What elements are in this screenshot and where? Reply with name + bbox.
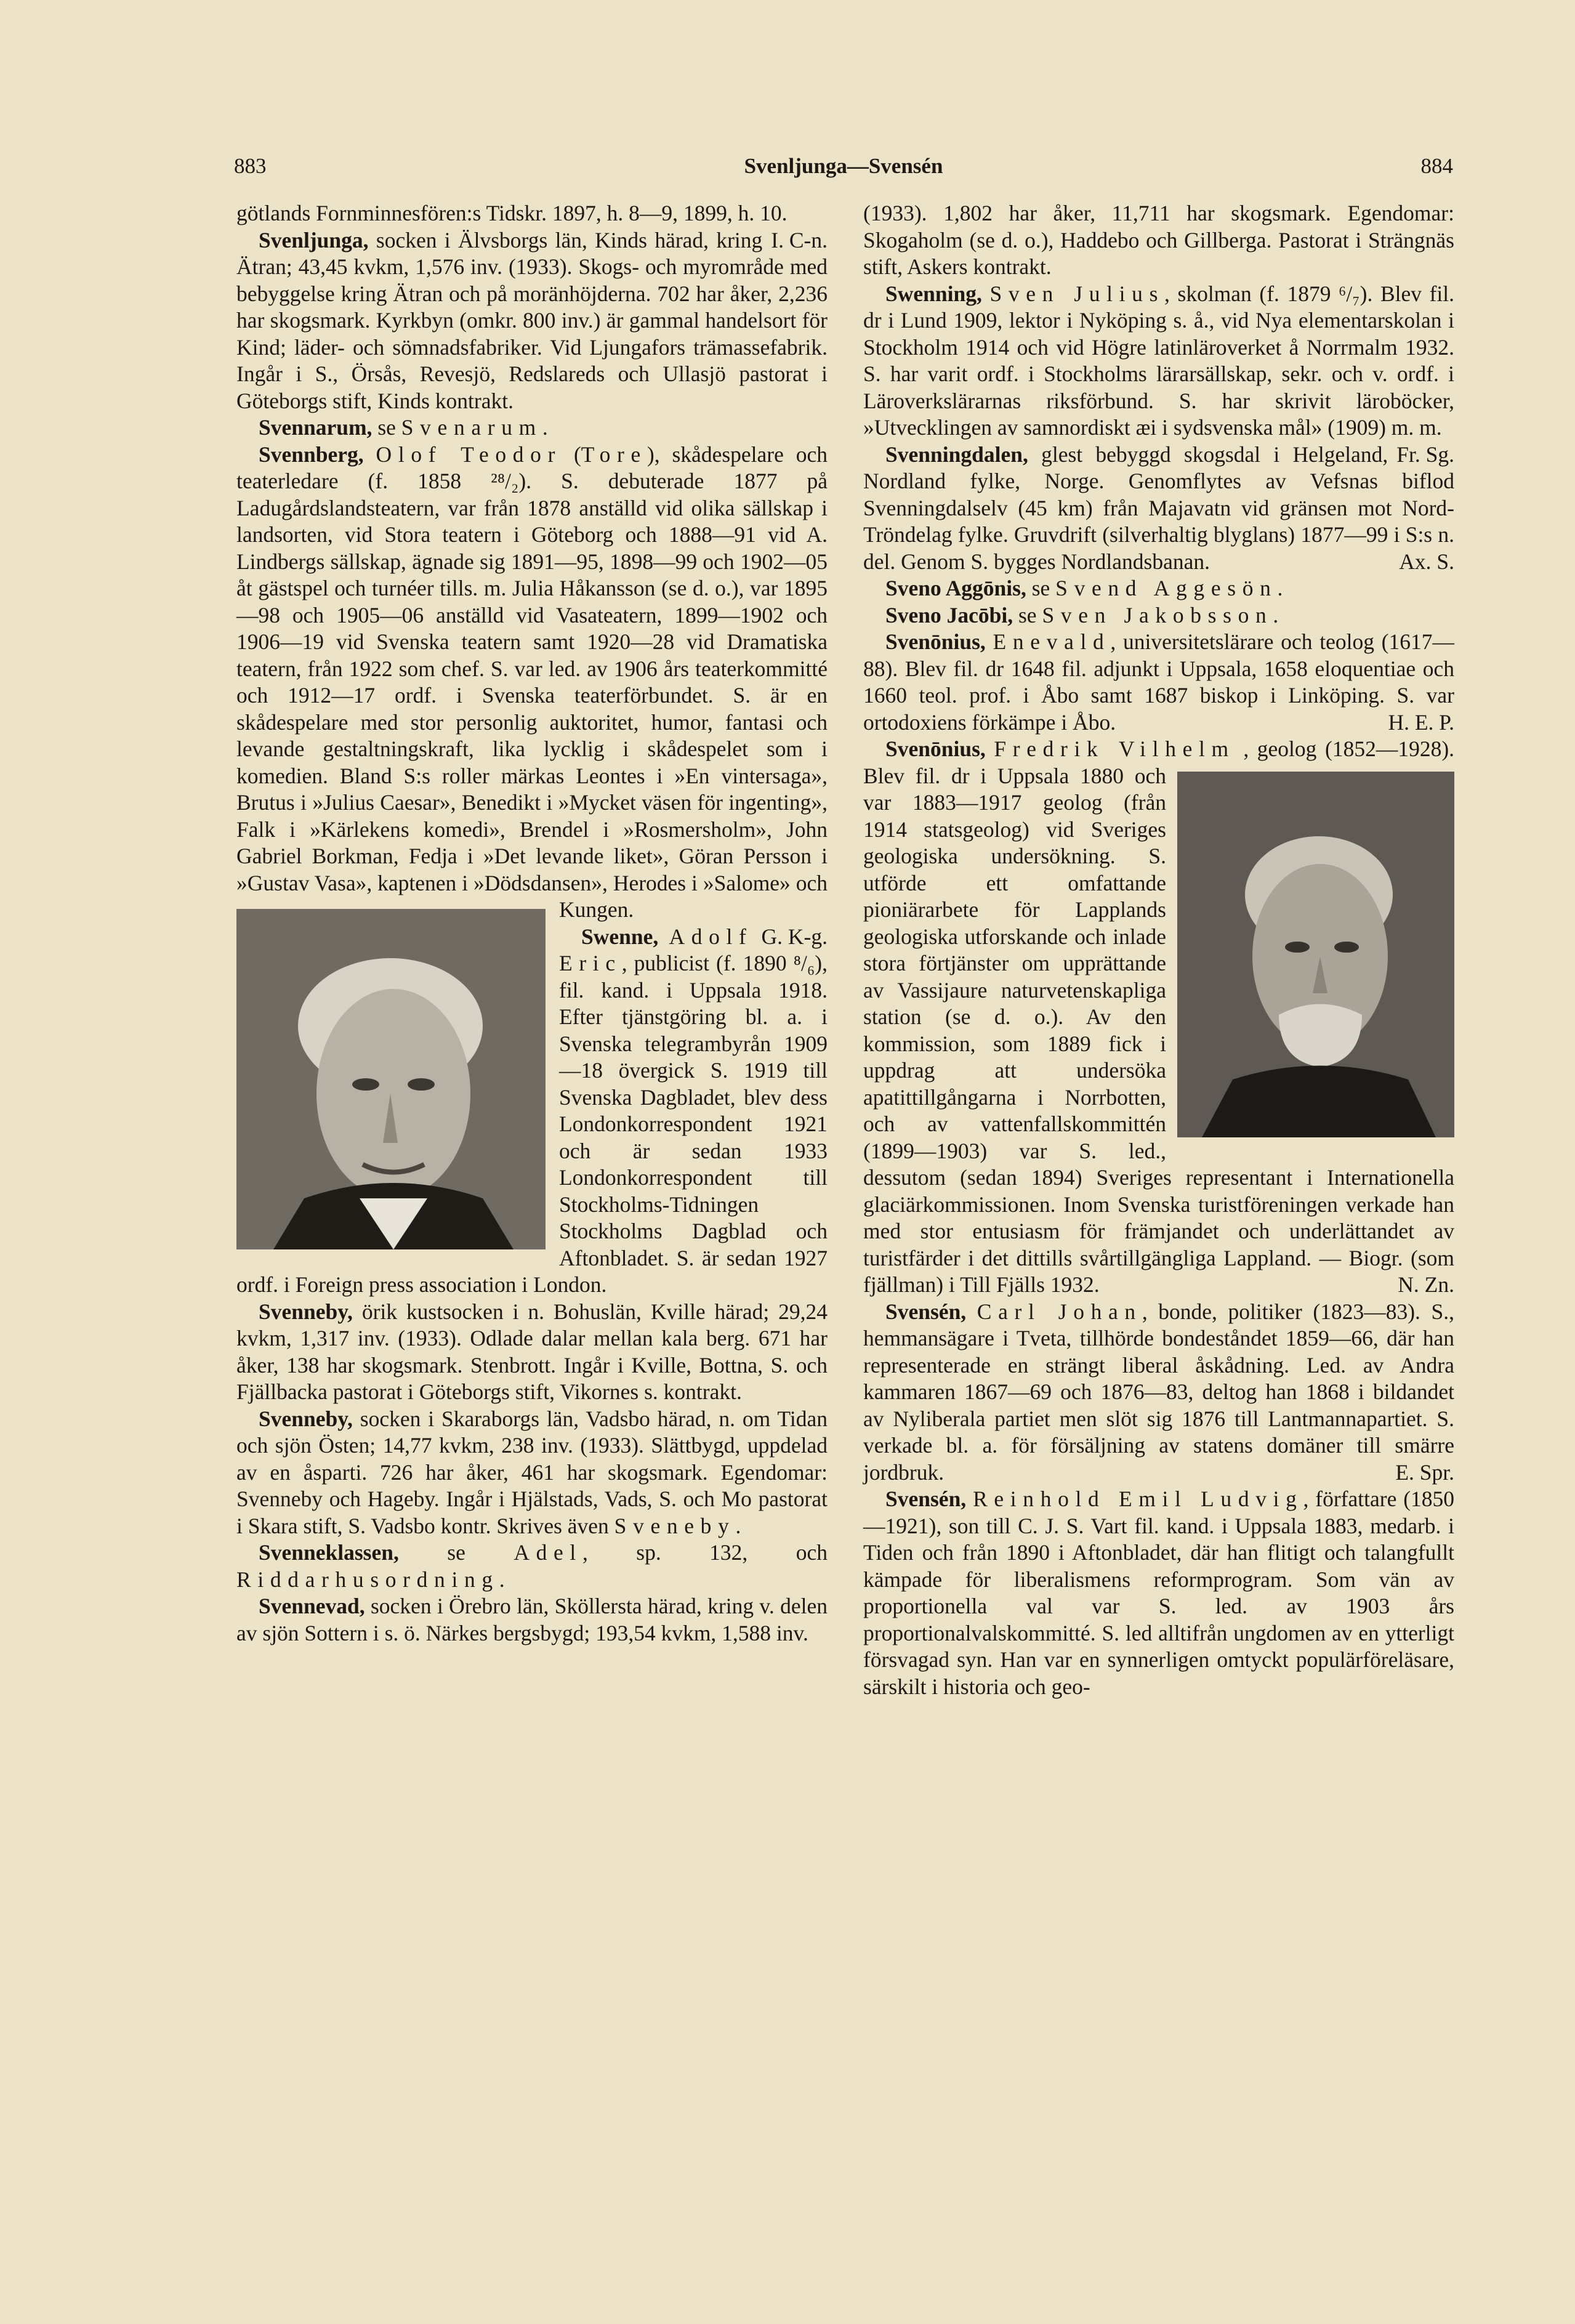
- entry-headword: Svensén,: [885, 1299, 967, 1324]
- entry-headword: Svenōnius,: [885, 629, 986, 654]
- author-signature: E. Spr.: [1395, 1459, 1454, 1485]
- entry-svenonius-enevald: Svenōnius, Enevald, universitetslärare och teolog (1617—88). Blev fil. dr 1648 fil. adjunkt i Uppsala, 1658 eloquentiae och 1660 teol. prof. i Åbo samt 1687 biskop i Linköping. S. var ortodoxiens förkämpe i Åbo. H. E. P.: [863, 629, 1454, 736]
- portrait-photo-svenonius: [1177, 772, 1454, 1137]
- entry-headword: Svenneklassen,: [259, 1540, 399, 1565]
- entry-continuation: götlands Fornminnesfören:s Tidskr. 1897, h. 8—9, 1899, h. 10. I. C-n.: [236, 200, 828, 227]
- entry-headword: Svenningdalen,: [885, 442, 1028, 467]
- author-signature: Ax. S.: [1399, 549, 1454, 574]
- author-signature: Fr. Sg.: [1396, 442, 1454, 467]
- running-title: Svenljunga—Svensén: [744, 154, 943, 178]
- person-name: Enevald: [993, 629, 1111, 654]
- entry-headword: Swenne,: [581, 924, 659, 949]
- page-header: [234, 154, 1453, 185]
- person-name: Carl Johan: [977, 1299, 1142, 1324]
- entry-svensen-carl-johan: Svensén, Carl Johan, bonde, politiker (1823—83). S., hemmansägare i Tveta, tillhörde bondeståndet 1859—66, där han representerade en strängt liberal åskådning. Led. av Andra kammaren 1867—69 och 1876—83, deltog han 1868 i bildandet av Nyliberala partiet men slöt sig 1876 till Lantmannapartiet. S. verkade bl. a. för försäljning av statens domäner till smärre jordbruk. E. Spr.: [863, 1299, 1454, 1487]
- entry-headword: Svennarum,: [259, 415, 373, 440]
- right-column: [863, 200, 1454, 1700]
- person-name: Fredrik Vilhelm: [994, 736, 1235, 761]
- cross-reference: Svend Aggesön: [1055, 576, 1278, 600]
- entry-headword: Svenljunga,: [259, 227, 369, 252]
- portrait-photo-svennberg: [236, 909, 546, 1249]
- entry-headword: Svenneby,: [259, 1406, 353, 1431]
- portrait-illustration: [236, 909, 546, 1249]
- entry-sveno-aggonis: Sveno Aggōnis, se Svend Aggesön.: [885, 576, 1283, 600]
- entry-svenljunga: Svenljunga, socken i Älvsborgs län, Kinds härad, kring Ätran; 43,45 kvkm, 1,576 inv. (1933). Skogs- och myrområde med bebyggelse kring Ätran och på moränhöjderna. 702 har åker, 2,236 har skogsmark. Kyrkbyn (omkr. 800 inv.) är gammal handelsort för Kind; läder- och sömnadsfabriker. Vid Ljungafors trämassefabrik. Ingår i S., Örsås, Revesjö, Redslareds och Ullasjö pastorat i Göteborgs stift, Kinds kontrakt.: [236, 227, 828, 413]
- person-name: Olof Teodor: [376, 442, 562, 467]
- entry-svensen-reinhold: Svensén, Reinhold Emil Ludvig, författare (1850—1921), son till C. J. S. Vart fil. kand. i Uppsala 1883, medarb. i Tiden och från 1890 i Aftonbladet, där han flitigt och talangfullt kämpade för liberalismens reformprogram. Som vän av proportionella val var S. led. av 1903 års proportionalvalskommitté. S. led alltifrån ungdomen av en ytterligt försvagad syn. Han var en synnerligen omtyckt populärföreläsare, särskilt i historia och geo-: [863, 1487, 1455, 1699]
- entry-headword: Sveno Jacōbi,: [885, 602, 1013, 627]
- entry-svenneby-2: Svenneby, socken i Skaraborgs län, Vadsbo härad, n. om Tidan och sjön Östen; 14,77 kvkm, 238 inv. (1933). Slättbygd, uppdelad av en åsparti. 726 har åker, 461 har skogsmark. Egendomar: Svenneby och Hageby. Ingår i Hjälstads, Vads, S. och Mo pastorat i Skara stift, S. Vadsbo kontr. Skrives även Sveneby.: [236, 1406, 828, 1538]
- entry-headword: Svenneby,: [259, 1299, 353, 1324]
- entry-continuation: (1933). 1,802 har åker, 11,711 har skogsmark. Egendomar: Skogaholm (se d. o.), Haddebo och Gillberga. Pastorat i Strängnäs stift, Askers kontrakt.: [863, 201, 1454, 279]
- page-number-left: 883: [234, 154, 267, 178]
- entry-headword: Svennevad,: [259, 1594, 365, 1618]
- author-signature: H. E. P.: [1388, 709, 1454, 735]
- author-signature: N. Zn.: [1398, 1272, 1454, 1297]
- author-signature: G. K-g.: [761, 924, 828, 949]
- entry-swenne: Swenne, Adolf Eric, publicist (f. 1890 ⁸/₆), fil. kand. i Uppsala 1918. Efter tjänstgöring bl. a. i Svenska telegrambyrån 1909—18 övergick S. 1919 till Svenska Dagbladet, blev dess Londonkorrespondent 1921 och är sedan 1933 Londonkorrespondent till Stockholms-Tidningen Stockholms Dagblad och Aftonbladet. S. är sedan 1927 ordf. i Foreign press association i London.: [236, 924, 828, 1297]
- person-name: Sven Julius: [989, 281, 1165, 306]
- person-name: Adolf Eric: [559, 924, 753, 975]
- cross-reference: Riddarhusordning: [236, 1567, 499, 1592]
- cross-reference: Sven Jakobsson: [1042, 602, 1273, 627]
- entry-svennberg: Svennberg, Olof Teodor (Tore), skådespelare och teaterledare (f. 1858 ²⁸/₂). S. debuterade 1877 på Ladugårdslandsteatern, var från 1878 anställd vid olika sällskap i landsorten, vid Stora teatern i Göteborg och 1888—91 vid A. Lindbergs sällskap, ägnade sig 1891—95, 1898—99 och 1902—05 åt gästspel och turnéer tills. m. Julia Håkansson (se d. o.), var 1895—98 och 1905—06 anställd vid Vasateatern, 1899—1902 och 1906—19 vid Svenska teatern samt 1920—28 vid Dramatiska teatern, från 1922 som chef. S. var led. av 1906 års teaterkommitté och 1912—17 ordf. i Svenska teaterförbundet. S. är en skådespelare med stor personlig auktoritet, humor, fantasi och levande gestaltningskraft, lika lycklig i skådespelet som i komedien. Bland S:s roller märkas Leontes i »En vintersaga», Brutus i »Julius Caesar», Benedikt i »Mycket väsen för ingenting», Falk i »Kärlekens komedi», Brendel i »Rosmersholm», John Gabriel Borkman, Fedja i »Det levande liket», Göran Persson i »Gustav Vasa», kaptenen i »Dödsdansen», Herodes i »Salome» och Kungen.: [236, 442, 828, 924]
- cross-reference: Adel: [514, 1540, 582, 1565]
- entry-headword: Swenning,: [885, 281, 982, 306]
- entry-svennarum: Svennarum, se Svenarum.: [259, 415, 548, 440]
- entry-headword: Svennberg,: [259, 442, 364, 467]
- cross-reference: Svenarum: [401, 415, 542, 440]
- entry-headword: Sveno Aggōnis,: [885, 576, 1026, 600]
- author-signature: I. C-n.: [771, 227, 828, 252]
- entry-sveno-jacobi: Sveno Jacōbi, se Sven Jakobsson.: [885, 602, 1279, 627]
- entry-headword: Svenōnius,: [885, 736, 986, 761]
- entry-headword: Svensén,: [885, 1487, 967, 1511]
- page-number-right: 884: [1420, 154, 1453, 178]
- cross-reference: Sveneby: [614, 1513, 736, 1538]
- portrait-illustration: [1177, 772, 1454, 1137]
- left-column: [236, 200, 828, 1647]
- entry-svenonius-fredrik: Svenōnius, Fredrik Vilhelm , geolog (1852—1928). Blev fil. dr i Uppsala 1880 och var 1883—1917 geolog (från 1914 statsgeolog) vid Sveriges geologiska undersökning. S. utförde ett omfattande pioniärarbete för Lapplands geologiska utforskande och inlade stora förtjänster om upprättande av Vassijaure naturvetenskapliga station (se d. o.). Av den kommission, som 1889 fick i uppdrag att undersöka apatittillgångarna i Norrbotten, och av vattenfallskommittén (1899—1903) var S. led., dessutom (sedan 1894) Sveriges representant i Internationella glaciärkommissionen. Inom Svenska turistföreningen verkade han med stor entusiasm för främjandet och underlättandet av turistfärder i det dittills svårtillgängliga Lappland. — Biogr. (som fjällman) i Till Fjälls 1932. N. Zn.: [863, 736, 1454, 1299]
- entry-svenneklassen: Svenneklassen, se Adel, sp. 132, och Riddarhusordning.: [236, 1540, 828, 1592]
- entry-swenning: Swenning, Sven Julius, skolman (f. 1879 ⁶/₇). Blev fil. dr i Lund 1909, lektor i Nyköping s. å., vid Nya elementarskolan i Stockholm 1914 och vid Högre latinläroverket å Norrmalm 1932. S. har varit ordf. i Stockholms lärarsällskap, sekr. och v. ordf. i Läroverkslärarnas riksförbund. S. har skrivit läroböcker, »Utvecklingen av samnordiskt æi i sydsvenska mål» (1909) m. m. Fr. Sg.: [863, 281, 1454, 442]
- entry-svenningdalen: Svenningdalen, glest bebyggd skogsdal i Helgeland, Nordland fylke, Norge. Genomflytes av Vefsnas biflod Svenningdalselv (45 km) från Majavatn vid gränsen mot Nord-Tröndelag fylke. Gruvdrift (silverhaltig blyglans) 1877—99 i S:s n. del. Genom S. bygges Nordlandsbanan. Ax. S.: [863, 442, 1454, 576]
- person-name: Reinhold Emil Ludvig: [973, 1487, 1303, 1511]
- entry-svenneby-1: Svenneby, örik kustsocken i n. Bohuslän, Kville härad; 29,24 kvkm, 1,317 inv. (1933). Odlade dalar mellan kala berg. 671 har åker, 138 har skogsmark. Stenbrott. Ingår i Kville, Bottna, S. och Fjällbacka pastorat i Göteborgs stift, Vikornes s. kontrakt.: [236, 1299, 828, 1404]
- entry-svennevad: Svennevad, socken i Örebro län, Sköllersta härad, kring v. delen av sjön Sottern i s. ö. Närkes bergsbygd; 193,54 kvkm, 1,588 inv.: [236, 1594, 828, 1645]
